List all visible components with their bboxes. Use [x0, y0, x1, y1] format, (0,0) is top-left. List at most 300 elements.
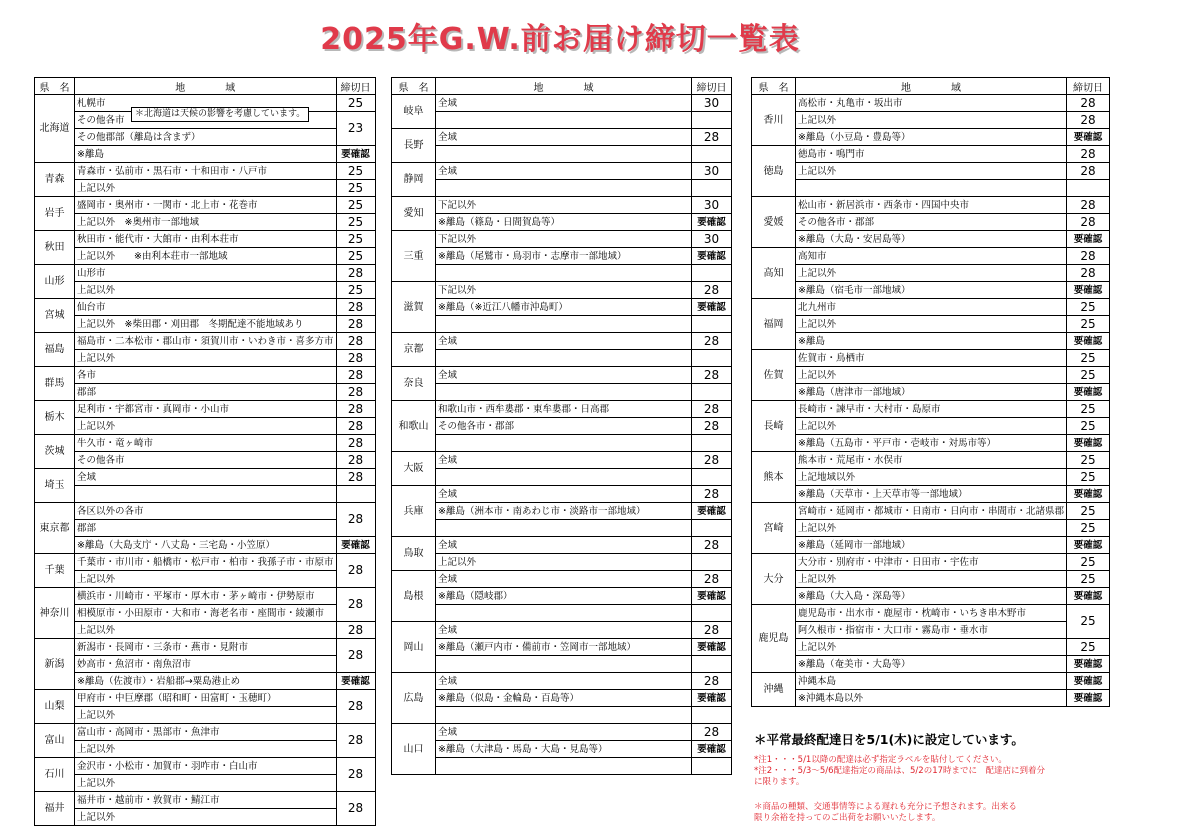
deadline-cell: 30 [692, 197, 732, 214]
table-row [752, 316, 1110, 333]
area-cell [436, 316, 692, 333]
deadline-cell: 28 [1067, 163, 1110, 180]
table-row [392, 180, 732, 197]
table-row [752, 384, 1110, 401]
area-cell: 佐賀市・鳥栖市 [796, 350, 1067, 367]
area-cell: 全域 [436, 333, 692, 350]
header-area: 地 域 [436, 78, 692, 95]
deadline-cell: 25 [1067, 571, 1110, 588]
area-cell [436, 112, 692, 129]
deadline-cell: 25 [336, 214, 375, 231]
prefecture-name: 鹿児島 [752, 605, 796, 673]
table-row [392, 673, 732, 690]
deadline-cell: 28 [336, 639, 375, 673]
deadline-cell [692, 384, 732, 401]
table-row [752, 673, 1110, 690]
area-cell: 高知市 [796, 248, 1067, 265]
table-row [392, 707, 732, 724]
table-row [392, 503, 732, 520]
table-row [752, 503, 1110, 520]
table-row [35, 571, 376, 588]
deadline-cell: 要確認 [692, 299, 732, 316]
table-row [35, 163, 376, 180]
table-row [35, 452, 376, 469]
area-cell: 上記以外 ※柴田郡・刈田郡 冬期配達不能地域あり [75, 316, 337, 333]
deadline-cell: 30 [692, 163, 732, 180]
area-cell: 上記以外 ※由利本荘市一部地域 [75, 248, 337, 265]
table-row [752, 401, 1110, 418]
deadline-cell: 28 [1067, 248, 1110, 265]
deadline-cell: 28 [692, 282, 732, 299]
table-row [35, 197, 376, 214]
table-row [752, 299, 1110, 316]
prefecture-name: 新潟 [35, 639, 75, 690]
header-pref: 県 名 [752, 78, 796, 95]
prefecture-name: 長崎 [752, 401, 796, 452]
prefecture-name: 北海道 [35, 95, 75, 163]
deadline-cell: 要確認 [1067, 129, 1110, 146]
table-row [35, 435, 376, 452]
table-row [392, 197, 732, 214]
area-cell: 全域 [436, 367, 692, 384]
deadline-cell: 25 [1067, 299, 1110, 316]
table-row [392, 282, 732, 299]
prefecture-name: 滋賀 [392, 282, 436, 333]
deadline-cell [692, 265, 732, 282]
area-cell: 福井市・越前市・敦賀市・鯖江市 [75, 792, 337, 809]
prefecture-name: 長野 [392, 129, 436, 163]
area-cell: 上記以外 [796, 265, 1067, 282]
area-cell: 沖縄本島 [796, 673, 1067, 690]
area-cell: 福島市・二本松市・郡山市・須賀川市・いわき市・喜多方市 [75, 333, 337, 350]
table-row [392, 622, 732, 639]
area-cell: 各市 [75, 367, 337, 384]
deadline-cell: 28 [336, 554, 375, 588]
prefecture-name: 山口 [392, 724, 436, 775]
deadline-cell: 28 [336, 435, 375, 452]
prefecture-name: 愛媛 [752, 197, 796, 248]
area-cell: ※離島（大島支庁・八丈島・三宅島・小笠原） [75, 537, 337, 554]
area-cell: 長崎市・諫早市・大村市・島原市 [796, 401, 1067, 418]
area-cell: 和歌山市・西牟婁郡・東牟婁郡・日高郡 [436, 401, 692, 418]
prefecture-name: 三重 [392, 231, 436, 282]
table-row [392, 537, 732, 554]
area-cell: 上記以外 [75, 350, 337, 367]
deadline-cell [336, 486, 375, 503]
table-row [392, 231, 732, 248]
area-cell [436, 265, 692, 282]
deadline-cell: 25 [1067, 316, 1110, 333]
prefecture-name: 群馬 [35, 367, 75, 401]
table-row [392, 112, 732, 129]
deadline-cell: 要確認 [692, 741, 732, 758]
deadline-cell: 28 [336, 333, 375, 350]
prefecture-name: 和歌山 [392, 401, 436, 452]
table-row [752, 129, 1110, 146]
area-cell: ※離島（洲本市・南あわじ市・淡路市一部地域） [436, 503, 692, 520]
area-cell [75, 486, 337, 503]
deadline-cell [1067, 180, 1110, 197]
deadline-cell [692, 656, 732, 673]
deadline-cell [692, 112, 732, 129]
prefecture-name: 山梨 [35, 690, 75, 724]
table-row [752, 435, 1110, 452]
deadline-cell: 要確認 [692, 503, 732, 520]
area-cell: 下記以外 [436, 197, 692, 214]
deadline-cell: 25 [1067, 350, 1110, 367]
area-cell: ※離島（五島市・平戸市・壱岐市・対馬市等） [796, 435, 1067, 452]
header-pref: 県 名 [35, 78, 75, 95]
table-row [392, 265, 732, 282]
prefecture-name: 神奈川 [35, 588, 75, 639]
table-row [752, 554, 1110, 571]
deadline-cell: 25 [1067, 469, 1110, 486]
area-cell: 上記以外 [75, 741, 337, 758]
area-cell: 上記以外 [796, 163, 1067, 180]
table-row [35, 299, 376, 316]
table-row [752, 690, 1110, 707]
deadline-cell [692, 605, 732, 622]
prefecture-name: 栃木 [35, 401, 75, 435]
deadline-cell [692, 758, 732, 775]
deadline-cell: 28 [1067, 214, 1110, 231]
table-row [752, 520, 1110, 537]
area-cell: ※離島（大島・安居島等） [796, 231, 1067, 248]
deadline-cell: 28 [1067, 112, 1110, 129]
table-row [392, 333, 732, 350]
deadline-cell: 要確認 [336, 537, 375, 554]
area-cell: ※離島（奄美市・大島等） [796, 656, 1067, 673]
deadline-cell: 30 [692, 95, 732, 112]
area-cell: ※離島（宿毛市一部地域） [796, 282, 1067, 299]
table-row [392, 741, 732, 758]
deadline-cell: 28 [336, 622, 375, 639]
table-row [35, 639, 376, 656]
table-row [392, 605, 732, 622]
area-cell: ※離島（似島・金輪島・百島等） [436, 690, 692, 707]
deadline-cell [692, 435, 732, 452]
deadline-cell: 28 [692, 452, 732, 469]
table-row [752, 214, 1110, 231]
table-row [35, 503, 376, 520]
area-cell: 松山市・新居浜市・西条市・四国中央市 [796, 197, 1067, 214]
deadline-cell: 25 [1067, 503, 1110, 520]
deadline-cell: 要確認 [1067, 231, 1110, 248]
area-cell: 下記以外 [436, 282, 692, 299]
area-cell: 盛岡市・奥州市・一関市・北上市・花巻市 [75, 197, 337, 214]
deadline-cell [692, 316, 732, 333]
area-cell: 千葉市・市川市・船橋市・松戸市・柏市・我孫子市・市原市 [75, 554, 337, 571]
table-row [35, 775, 376, 792]
table-row [752, 350, 1110, 367]
prefecture-name: 岩手 [35, 197, 75, 231]
table-row [752, 622, 1110, 639]
table-row [392, 656, 732, 673]
area-cell [436, 520, 692, 537]
red-note-4: ＊商品の種類、交通事情等による遅れも充分に予想されます。出来る [754, 802, 1017, 812]
deadline-cell: 要確認 [692, 639, 732, 656]
deadline-cell: 25 [1067, 639, 1110, 656]
deadline-cell [692, 350, 732, 367]
area-cell: 妙高市・魚沼市・南魚沼市 [75, 656, 337, 673]
area-cell: 上記以外 [75, 418, 337, 435]
table-row [752, 639, 1110, 656]
area-cell: 上記地域以外 [796, 469, 1067, 486]
deadline-cell: 28 [336, 350, 375, 367]
deadline-cell: 28 [1067, 146, 1110, 163]
deadline-cell: 25 [336, 95, 375, 112]
deadline-cell [692, 146, 732, 163]
table-row [35, 214, 376, 231]
deadline-cell: 25 [1067, 401, 1110, 418]
table-row [752, 656, 1110, 673]
area-cell [436, 605, 692, 622]
table-row [35, 554, 376, 571]
area-cell [436, 435, 692, 452]
area-cell: 上記以外 [75, 571, 337, 588]
deadline-cell: 28 [1067, 265, 1110, 282]
deadline-cell: 28 [692, 571, 732, 588]
table-row [392, 758, 732, 775]
hokkaido-weather-note: ＊北海道は天候の影響を考慮しています。 [131, 107, 309, 122]
prefecture-name: 広島 [392, 673, 436, 724]
table-row [392, 401, 732, 418]
prefecture-name: 大阪 [392, 452, 436, 486]
deadline-cell: 要確認 [1067, 384, 1110, 401]
area-cell: 全域 [436, 537, 692, 554]
prefecture-name: 千葉 [35, 554, 75, 588]
table-row [752, 282, 1110, 299]
table-row [35, 401, 376, 418]
prefecture-name: 福井 [35, 792, 75, 826]
table-row [35, 231, 376, 248]
header-deadline: 締切日 [692, 78, 732, 95]
deadline-cell [692, 520, 732, 537]
deadline-cell: 要確認 [336, 673, 375, 690]
area-cell: 足利市・宇都宮市・真岡市・小山市 [75, 401, 337, 418]
prefecture-name: 奈良 [392, 367, 436, 401]
table-row [392, 129, 732, 146]
deadline-cell: 28 [692, 333, 732, 350]
prefecture-name: 沖縄 [752, 673, 796, 707]
table-row [35, 537, 376, 554]
deadline-cell: 25 [336, 180, 375, 197]
area-cell: ※離島（小豆島・豊島等） [796, 129, 1067, 146]
area-cell: 全域 [436, 673, 692, 690]
area-cell: 上記以外 [436, 554, 692, 571]
deadline-cell: 要確認 [1067, 282, 1110, 299]
area-cell: 札幌市 [75, 95, 337, 112]
area-cell: 上記以外 [75, 707, 337, 724]
prefecture-name: 青森 [35, 163, 75, 197]
prefecture-name: 山形 [35, 265, 75, 299]
table-row [392, 384, 732, 401]
deadline-cell: 要確認 [1067, 537, 1110, 554]
area-cell: 上記以外 [796, 112, 1067, 129]
deadline-cell: 要確認 [1067, 333, 1110, 350]
table-row [35, 486, 376, 503]
area-cell: ※離島（大津島・馬島・大島・見島等） [436, 741, 692, 758]
area-cell [436, 707, 692, 724]
table-row [752, 571, 1110, 588]
deadline-cell: 25 [336, 248, 375, 265]
table-row [35, 656, 376, 673]
table-row [392, 520, 732, 537]
deadline-cell: 28 [692, 486, 732, 503]
area-cell: 上記以外 [796, 520, 1067, 537]
area-cell: 阿久根市・指宿市・大口市・霧島市・垂水市 [796, 622, 1067, 639]
deadline-cell: 28 [1067, 95, 1110, 112]
deadline-cell: 28 [336, 452, 375, 469]
deadline-cell: 28 [336, 758, 375, 792]
area-cell: その他各市 [75, 452, 337, 469]
table-row [35, 316, 376, 333]
table-row [752, 452, 1110, 469]
table-row [752, 231, 1110, 248]
area-cell: 上記以外 [75, 775, 337, 792]
red-note-3: に限ります。 [754, 777, 805, 787]
deadline-cell: 28 [692, 673, 732, 690]
area-cell: ※離島（尾鷲市・鳥羽市・志摩市一部地域） [436, 248, 692, 265]
area-cell: 全域 [436, 163, 692, 180]
prefecture-name: 兵庫 [392, 486, 436, 537]
area-cell: ※離島（※近江八幡市沖島町） [436, 299, 692, 316]
area-cell: 仙台市 [75, 299, 337, 316]
deadline-cell: 28 [692, 724, 732, 741]
deadline-cell: 25 [336, 231, 375, 248]
table-row [35, 333, 376, 350]
deadline-cell: 28 [336, 401, 375, 418]
table-row [392, 418, 732, 435]
area-cell: 高松市・丸亀市・坂出市 [796, 95, 1067, 112]
table-row [35, 724, 376, 741]
deadline-cell: 30 [692, 231, 732, 248]
area-cell: その他郡部（離島は含まず） [75, 129, 337, 146]
table-row [752, 588, 1110, 605]
table-row [392, 469, 732, 486]
prefecture-name: 宮城 [35, 299, 75, 333]
area-cell [436, 180, 692, 197]
area-cell: 上記以外 [75, 282, 337, 299]
area-cell: ※離島（篠島・日間賀島等） [436, 214, 692, 231]
area-cell: 横浜市・川崎市・平塚市・厚木市・茅ヶ崎市・伊勢原市 [75, 588, 337, 605]
deadline-cell: 28 [692, 401, 732, 418]
area-cell: 上記以外 [75, 809, 337, 826]
area-cell: ※離島 [75, 146, 337, 163]
area-cell: ※離島（佐渡市）・岩船郡→粟島港止め [75, 673, 337, 690]
area-cell: 全域 [436, 486, 692, 503]
deadline-cell: 要確認 [692, 248, 732, 265]
deadline-cell: 要確認 [1067, 690, 1110, 707]
prefecture-name: 愛知 [392, 197, 436, 231]
area-cell: 上記以外 [796, 367, 1067, 384]
deadline-cell: 28 [692, 537, 732, 554]
prefecture-name: 香川 [752, 95, 796, 146]
deadline-cell: 28 [692, 129, 732, 146]
area-cell: 山形市 [75, 265, 337, 282]
deadline-cell: 28 [336, 503, 375, 537]
area-cell: ※離島（唐津市一部地域） [796, 384, 1067, 401]
area-cell: 上記以外 [75, 622, 337, 639]
table-row [752, 333, 1110, 350]
table-row [35, 282, 376, 299]
table-row [752, 248, 1110, 265]
prefecture-name: 高知 [752, 248, 796, 299]
table-row [392, 452, 732, 469]
table-row [752, 163, 1110, 180]
table-row [35, 741, 376, 758]
area-cell: その他各市 [75, 112, 337, 129]
area-cell: 上記以外 [75, 180, 337, 197]
area-cell: 甲府市・中巨摩郡（昭和町・田富町・玉穂町） [75, 690, 337, 707]
prefecture-name: 佐賀 [752, 350, 796, 401]
area-cell: 宮崎市・延岡市・都城市・日南市・日向市・串間市・北諸県郡 [796, 503, 1067, 520]
area-cell: ※離島（延岡市一部地域） [796, 537, 1067, 554]
prefecture-name: 富山 [35, 724, 75, 758]
deadline-cell: 28 [336, 316, 375, 333]
area-cell: 徳島市・鳴門市 [796, 146, 1067, 163]
deadline-cell [692, 469, 732, 486]
deadline-cell: 要確認 [692, 690, 732, 707]
deadline-cell: 28 [1067, 197, 1110, 214]
table-row [35, 588, 376, 605]
area-cell: 大分市・別府市・中津市・日田市・宇佐市 [796, 554, 1067, 571]
deadline-cell: 25 [336, 282, 375, 299]
table-row [35, 673, 376, 690]
table-row [35, 265, 376, 282]
prefecture-name: 岐阜 [392, 95, 436, 129]
table-row [392, 639, 732, 656]
prefecture-name: 福島 [35, 333, 75, 367]
table-row [392, 299, 732, 316]
deadline-cell: 28 [336, 792, 375, 826]
area-cell: 全域 [436, 129, 692, 146]
table-row [392, 554, 732, 571]
area-cell: 熊本市・荒尾市・水俣市 [796, 452, 1067, 469]
area-cell: 上記以外 [796, 316, 1067, 333]
area-cell: その他各市・郡部 [796, 214, 1067, 231]
table-row [752, 367, 1110, 384]
table-row [392, 690, 732, 707]
deadline-cell: 28 [336, 690, 375, 724]
table-row [35, 809, 376, 826]
area-cell: ※離島（瀬戸内市・備前市・笠岡市一部地域） [436, 639, 692, 656]
table-row [752, 95, 1110, 112]
table-row [35, 707, 376, 724]
area-cell [436, 656, 692, 673]
area-cell: 鹿児島市・出水市・鹿屋市・枕崎市・いちき串木野市 [796, 605, 1067, 622]
prefecture-name: 埼玉 [35, 469, 75, 503]
table-row [392, 350, 732, 367]
area-cell: 上記以外 [796, 418, 1067, 435]
table-row [752, 146, 1110, 163]
area-cell: 全域 [75, 469, 337, 486]
area-cell: その他各市・郡部 [436, 418, 692, 435]
deadline-cell: 28 [692, 622, 732, 639]
header-area: 地 域 [75, 78, 337, 95]
table-row [35, 605, 376, 622]
table-row [392, 163, 732, 180]
area-cell: 全域 [436, 724, 692, 741]
table-row [35, 418, 376, 435]
table-row [35, 384, 376, 401]
table-row [392, 367, 732, 384]
deadline-cell: 28 [336, 724, 375, 758]
table-row [392, 486, 732, 503]
table-row [752, 112, 1110, 129]
table-row [752, 469, 1110, 486]
area-cell: ※離島（隠岐郡） [436, 588, 692, 605]
